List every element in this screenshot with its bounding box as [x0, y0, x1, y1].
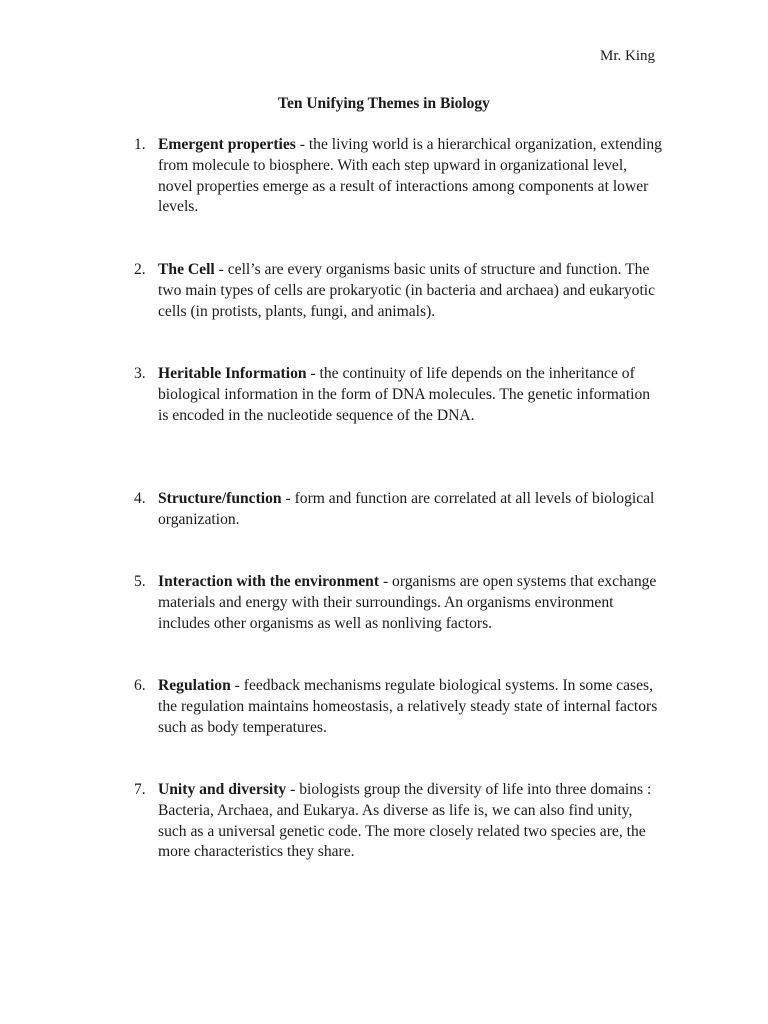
theme-description: - feedback mechanisms regulate biological systems. In some cases, the regulation maintains homeostasis, a relatively steady state of internal factors such as body temperatures. — [158, 677, 658, 736]
theme-body — [158, 260, 664, 322]
theme-name: Emergent properties — [158, 136, 296, 153]
theme-item — [134, 572, 664, 634]
theme-description: - form and function are correlated at all levels of biological organization. — [158, 490, 655, 528]
theme-description: - the continuity of life depends on the inheritance of biological information in the form of DNA molecules. The genetic information is encoded in the nucleotide sequence of the DNA. — [158, 365, 651, 424]
document-title-text: Ten Unifying Themes in Biology — [278, 95, 490, 112]
theme-number: 5. — [134, 573, 146, 590]
theme-description: - biologists group the diversity of life into three domains : Bacteria, Archaea, and Eukarya. As diverse as life is, we can also find unity, such as a universal genetic code. The more closely related two species are, the more characteristics they share. — [158, 781, 652, 861]
theme-body — [158, 489, 664, 531]
theme-number: 3. — [134, 365, 146, 382]
theme-body — [158, 572, 664, 634]
theme-number: 6. — [134, 677, 146, 694]
theme-number: 1. — [134, 136, 146, 153]
theme-item — [134, 489, 664, 531]
theme-name: Heritable Information — [158, 365, 307, 382]
theme-item — [134, 260, 664, 322]
theme-description: - the living world is a hierarchical organization, extending from molecule to biosphere. With each step upward in organizational level, novel properties emerge as a result of interactions among components at lower levels. — [158, 136, 662, 216]
theme-item — [134, 364, 664, 426]
theme-name: Structure/function — [158, 490, 282, 507]
theme-description: - cell’s are every organisms basic units of structure and function. The two main types of cells are prokaryotic (in bacteria and archaea) and eukaryotic cells (in protists, plants, fungi, and animals). — [158, 261, 656, 320]
theme-name: The Cell — [158, 261, 215, 278]
theme-description: - organisms are open systems that exchange materials and energy with their surroundings. An organisms environment includes other organisms as well as nonliving factors. — [158, 573, 657, 632]
theme-body — [158, 780, 664, 863]
theme-name: Regulation — [158, 677, 231, 694]
document-title — [0, 94, 768, 114]
theme-number: 7. — [134, 781, 146, 798]
author-name: Mr. King — [599, 48, 655, 64]
theme-body — [158, 135, 664, 218]
theme-body — [158, 676, 664, 738]
theme-number: 4. — [134, 490, 146, 507]
theme-number: 2. — [134, 261, 146, 278]
theme-item — [134, 780, 664, 863]
theme-item — [134, 135, 664, 218]
theme-body — [158, 364, 664, 426]
theme-item — [134, 676, 664, 738]
theme-name: Interaction with the environment — [158, 573, 380, 590]
theme-name: Unity and diversity — [158, 781, 287, 798]
